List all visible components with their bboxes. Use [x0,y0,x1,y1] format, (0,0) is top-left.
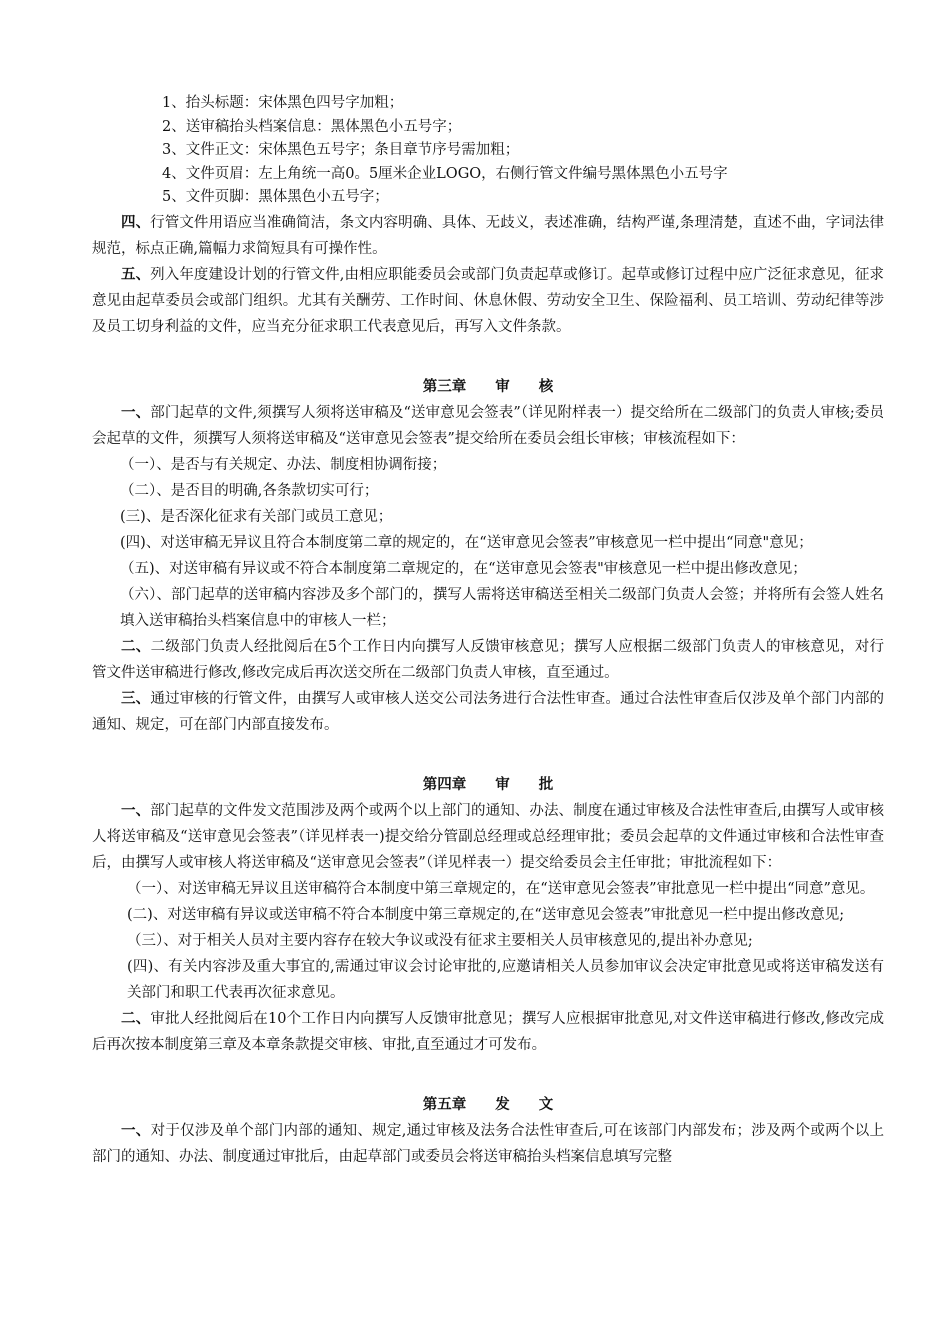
list-item: 5、文件页脚：黑体黑色小五号字； [162,189,389,205]
chapter-3-clause-1 [92,400,884,452]
list-item: 1、抬头标题：宋体黑色四号字加粗； [162,95,404,111]
review-item: （一）、是否与有关规定、办法、制度相协调衔接； [120,456,447,473]
approval-item: (二)、对送审稿有异议或送审稿不符合本制度中第三章规定的,在“送审意见会签表”审批意见一栏中提出修改意见; [127,906,845,923]
chapter-title-char: 批 [538,775,554,793]
clause-text: 通过审核的行管文件，由撰写人或审核人送交公司法务进行合法性审查。通过合法性审查后仅涉及单个部门内部的通知、规定，可在部门内部直接发布。 [92,690,885,733]
chapter-title-char: 审 [495,775,510,793]
clause-text: 审批人经批阅后在10个工作日内向撰写人反馈审批意见；撰写人应根据审批意见,对文件送审稿进行修改,修改完成后再次按本制度第三章及本章条款提交审核、审批,直至通过才可发布。 [92,1010,885,1053]
chapter-4-clause-2 [92,1006,884,1058]
clause-text: 部门起草的文件,须撰写人须将送审稿及“送审意见会签表”（详见附样表一）提交给所在二级部门的负责人审核;委员会起草的文件，须撰写人须将送审稿及“送审意见会签表”提交给所在委员会组长审核；审核流程如下： [92,404,884,447]
paragraph-5 [92,262,884,340]
clause-number: 一、 [121,801,151,819]
review-item: （五)、对送审稿有异议或不符合本制度第二章规定的，在“送审意见会签表"审核意见一栏中提出修改意见； [120,560,807,577]
chapter-title-char: 发 [495,1095,510,1113]
chapter-3-clause-2 [92,634,884,686]
chapter-title-char: 审 [495,377,510,395]
review-item: （六）、部门起草的送审稿内容涉及多个部门的，撰写人需将送审稿送至相关二级部门负责人会签；并将所有会签人姓名填入送审稿抬头档案信息中的审核人一栏； [120,586,884,629]
chapter-5-clause-1 [92,1118,884,1170]
clause-text: 列入年度建设计划的行管文件,由相应职能委员会或部门负责起草或修订。起草或修订过程中应广泛征求意见，征求意见由起草委员会或部门组织。尤其有关酬劳、工作时间、休息休假、劳动安全卫生、保险福利、员工培训、劳动纪律等涉及员工切身利益的文件，应当充分征求职工代表意见后，再写入文件条款。 [92,266,884,335]
paragraph-4 [92,210,884,262]
chapter-4-title [92,772,884,798]
chapter-title-char: 文 [538,1095,554,1113]
approval-item: （三）、对于相关人员对主要内容存在较大争议或没有征求主要相关人员审核意见的,提出补办意见; [127,932,753,949]
chapter-number: 第三章 [422,377,467,395]
clause-number: 二、 [121,1009,151,1027]
chapter-4-clause-1 [92,798,884,876]
format-list [92,92,884,210]
clause-number: 三、 [121,689,151,707]
list-item: 4、文件页眉：左上角统一高0。5厘米企业LOGO，右侧行管文件编号黑体黑色小五号字 [162,165,728,182]
list-item: 2、送审稿抬头档案信息：黑体黑色小五号字； [162,118,462,135]
clause-number: 二、 [121,637,151,655]
chapter-5-title [92,1092,884,1118]
review-item: (三)、是否深化征求有关部门或员工意见； [120,508,393,525]
approval-item: （一）、对送审稿无异议且送审稿符合本制度中第三章规定的，在“送审意见会签表”审批意见一栏中提出“同意”意见。 [127,880,875,897]
clause-text: 对于仅涉及单个部门内部的通知、规定,通过审核及法务合法性审查后,可在该部门内部发布；涉及两个或两个以上部门的通知、办法、制度通过审批后，由起草部门或委员会将送审稿抬头档案信息填写完整 [92,1122,885,1165]
clause-number: 一、 [121,1121,151,1139]
clause-number: 四、 [121,213,151,231]
chapter-number: 第四章 [422,775,467,793]
chapter-3-clause-3 [92,686,884,738]
clause-number: 五、 [121,265,151,283]
clause-number: 一、 [121,403,151,421]
chapter-3-title [92,374,884,400]
clause-text: 二级部门负责人经批阅后在5个工作日内向撰写人反馈审核意见；撰写人应根据二级部门负责人的审核意见，对行管文件送审稿进行修改,修改完成后再次送交所在二级部门负责人审核，直至通过。 [92,638,884,681]
list-item: 3、文件正文：宋体黑色五号字；条目章节序号需加粗； [162,142,520,158]
clause-text: 行管文件用语应当准确简洁，条文内容明确、具体、无歧义，表述准确，结构严谨,条理清楚，直述不曲，字词法律规范，标点正确,篇幅力求简短具有可操作性。 [92,214,884,257]
review-item: （二）、是否目的明确,各条款切实可行； [120,482,379,499]
chapter-title-char: 核 [538,377,554,395]
approval-item: (四)、有关内容涉及重大事宜的,需通过审议会讨论审批的,应邀请相关人员参加审议会决定审批意见或将送审稿发送有关部门和职工代表再次征求意见。 [127,958,884,1001]
document-body [92,92,884,1170]
review-item: (四)、对送审稿无异议且符合本制度第二章的规定的，在“送审意见会签表”审核意见一栏中提出“同意"意见； [120,534,813,551]
clause-text: 部门起草的文件发文范围涉及两个或两个以上部门的通知、办法、制度在通过审核及合法性审查后,由撰写人或审核人将送审稿及“送审意见会签表”（详见样表一)提交给分管副总经理或总经理审批；委员会起草的文件通过审核和合法性审查后，由撰写人或审核人将送审稿及“送审意见会签表”（详见样表一）提交给委员会主任审批；审批流程如下： [92,802,884,871]
chapter-number: 第五章 [422,1095,467,1113]
